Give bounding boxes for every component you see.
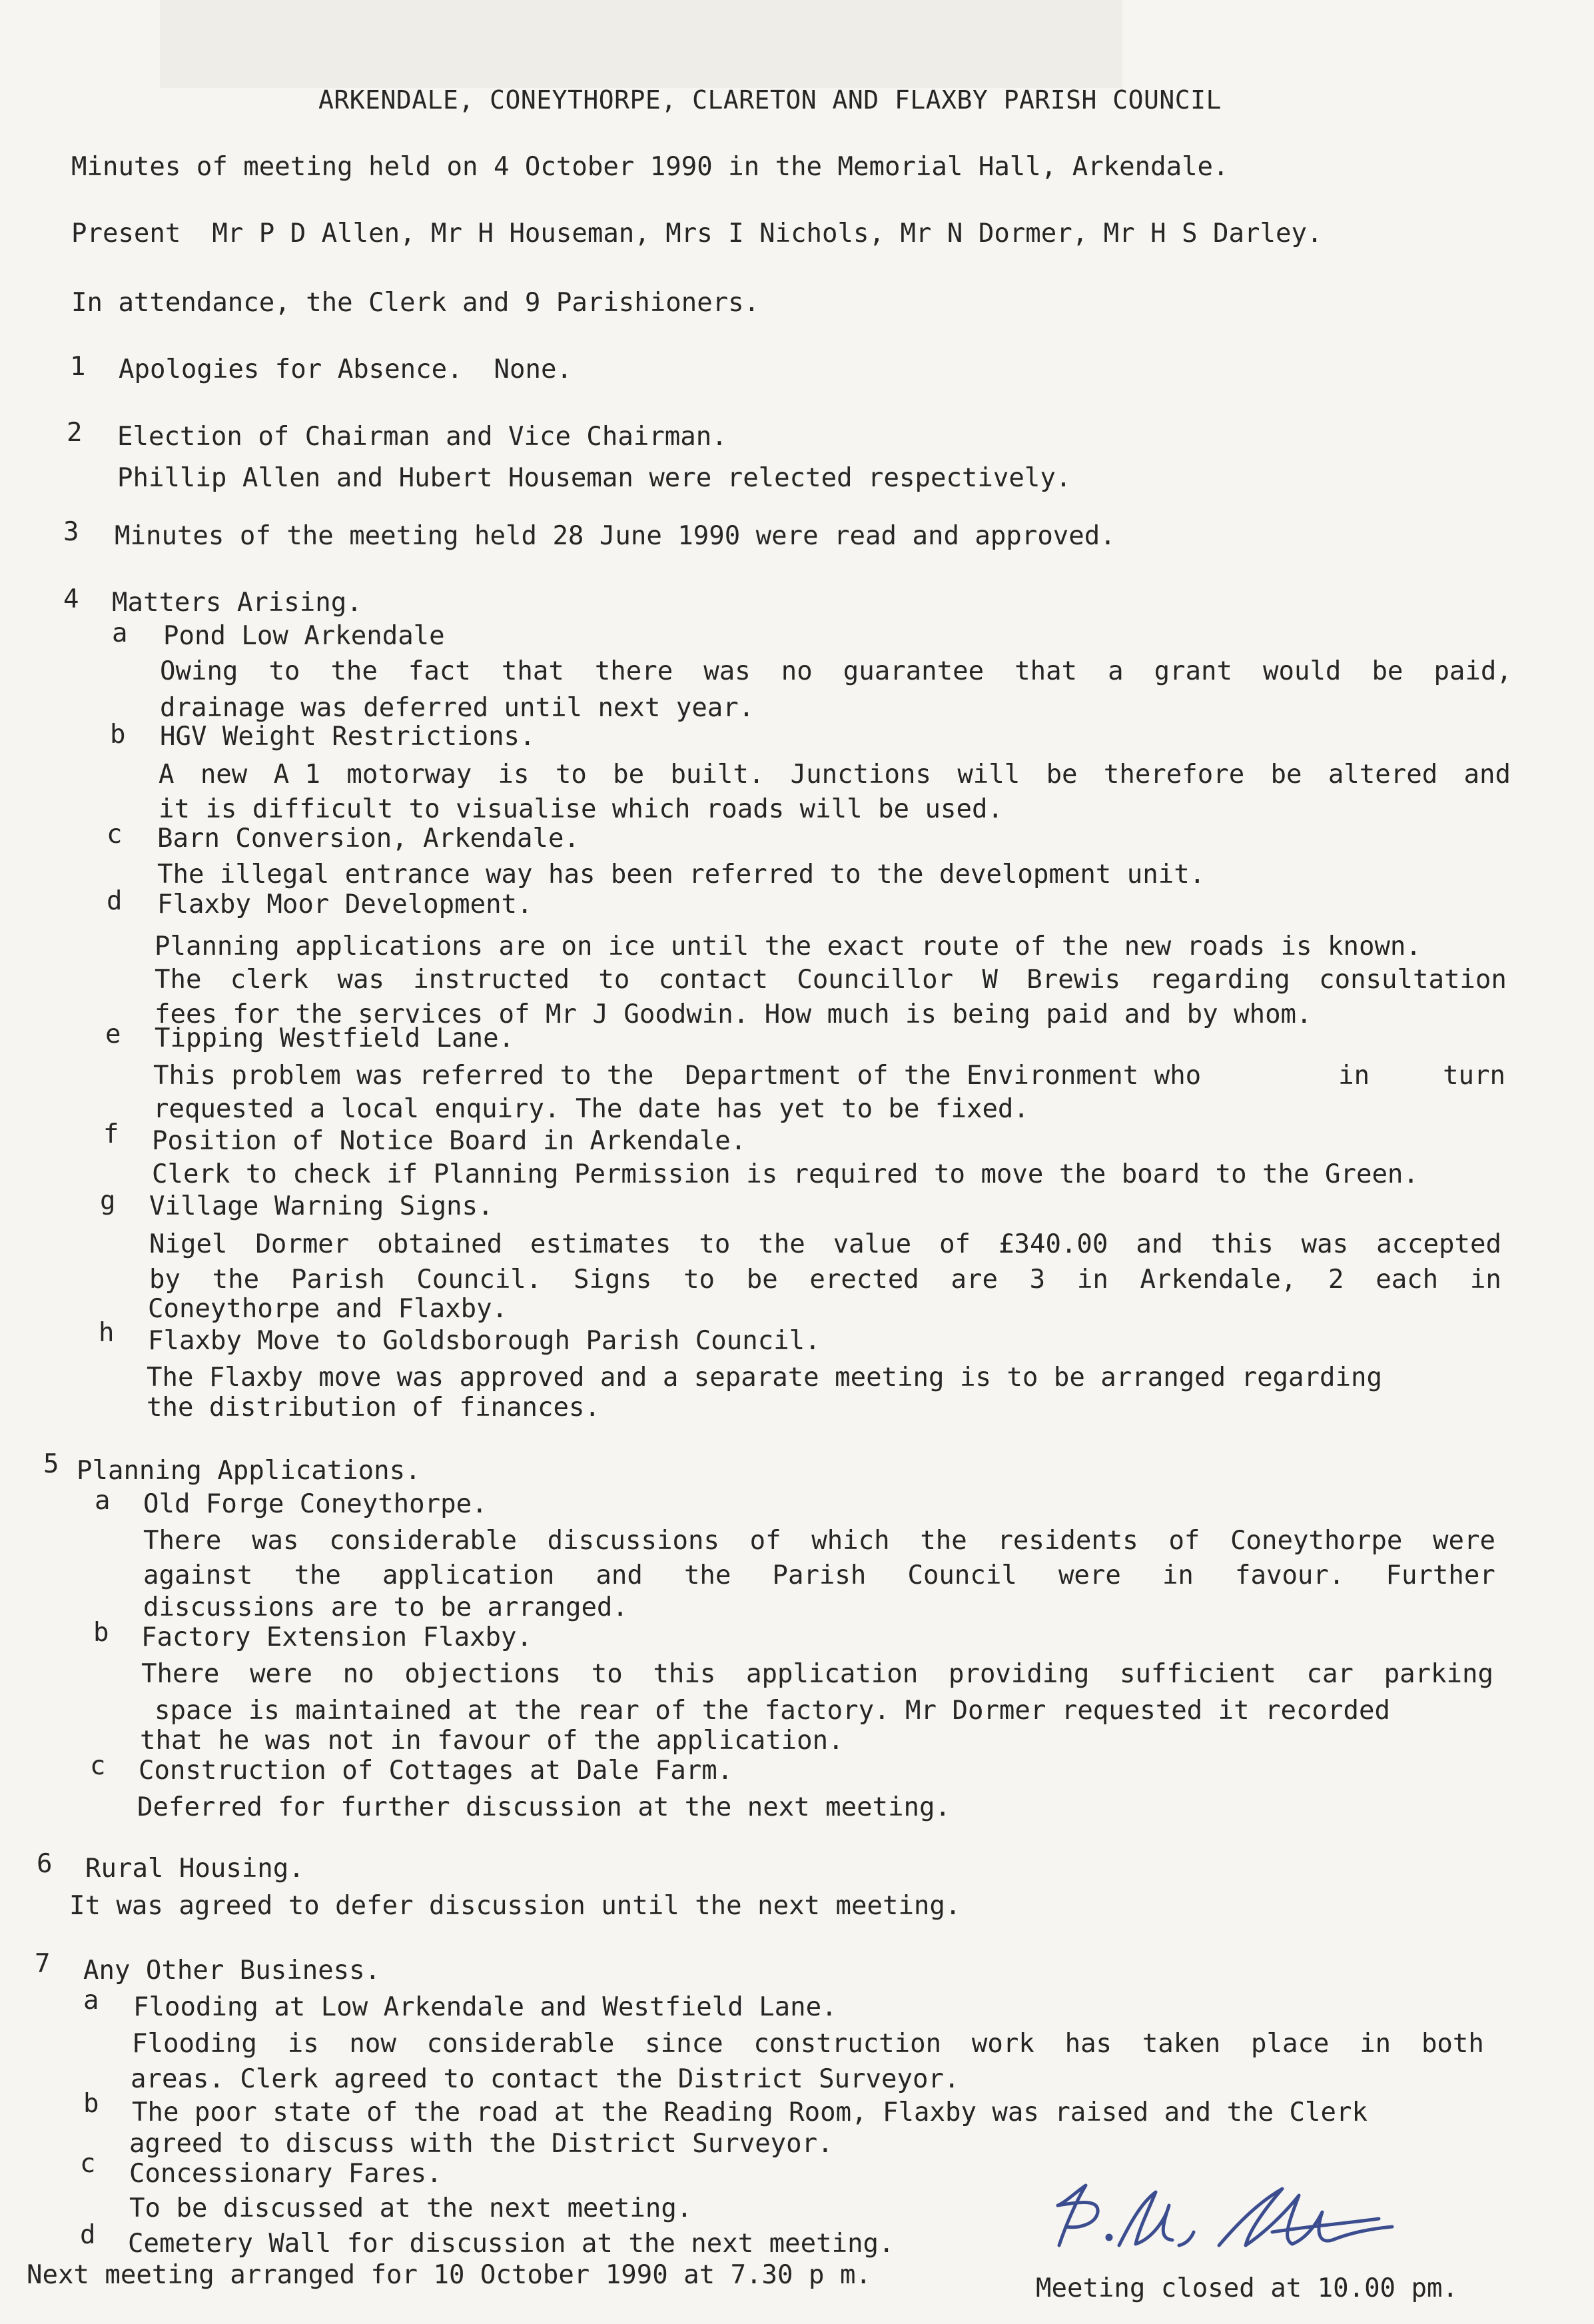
sub-item-justified-line: A new A 1 motorway is to be built. Junctions will be therefore be altered and	[159, 760, 1511, 790]
item-heading: Rural Housing.	[85, 1854, 304, 1884]
present-line: Present Mr P D Allen, Mr H Houseman, Mrs I Nichols, Mr N Dormer, Mr H S Darley.	[71, 219, 1323, 249]
sub-item-justified-line: Flooding is now considerable since construction work has taken place in both	[132, 2029, 1484, 2059]
sub-item-body: The illegal entrance way has been referred to the development unit.	[157, 860, 1206, 889]
item-heading: Matters Arising.	[112, 588, 362, 618]
sub-item-heading: Position of Notice Board in Arkendale.	[152, 1126, 747, 1156]
sub-item-letter: a	[95, 1486, 111, 1516]
meeting-info-line: Minutes of meeting held on 4 October 1990 in the Memorial Hall, Arkendale.	[71, 152, 1229, 182]
item-body: It was agreed to defer discussion until the next meeting.	[69, 1891, 961, 1921]
sub-item-letter: b	[110, 720, 126, 750]
sub-item-justified-line: Owing to the fact that there was no guarantee that a grant would be paid,	[160, 656, 1512, 686]
sub-item-letter: b	[93, 1618, 109, 1648]
sub-item-body: space is maintained at the rear of the factory. Mr Dormer requested it recorded	[155, 1696, 1390, 1726]
sub-item-body: that he was not in favour of the application.	[140, 1726, 844, 1756]
sub-item-body: requested a local enquiry. The date has yet to be fixed.	[153, 1094, 1029, 1124]
sub-item-letter: a	[83, 1986, 99, 2016]
sub-item-justified-line: The clerk was instructed to contact Councillor W Brewis regarding consultation	[155, 965, 1507, 995]
item-heading: Apologies for Absence. None.	[119, 354, 572, 384]
item-number: 3	[63, 517, 79, 547]
sub-item-body: areas. Clerk agreed to contact the District Surveyor.	[131, 2064, 960, 2094]
sub-item-heading: Cemetery Wall for discussion at the next meeting.	[128, 2229, 895, 2259]
sub-item-body: drainage was deferred until next year.	[160, 693, 755, 723]
sub-item-heading: Factory Extension Flaxby.	[141, 1622, 532, 1652]
sub-item-body: the distribution of finances.	[147, 1393, 600, 1423]
item-number: 7	[35, 1949, 51, 1979]
sub-item-heading: Pond Low Arkendale	[163, 621, 445, 651]
sub-item-letter: h	[99, 1318, 115, 1348]
item-heading: Election of Chairman and Vice Chairman.	[117, 422, 727, 452]
sub-item-letter: c	[107, 820, 123, 850]
sub-item-heading: Village Warning Signs.	[149, 1191, 494, 1221]
sub-item-body: it is difficult to visualise which roads will be used.	[159, 794, 1003, 824]
item-number: 4	[63, 584, 79, 614]
sub-item-heading: Flooding at Low Arkendale and Westfield Lane.	[133, 1992, 837, 2022]
sub-item-letter: c	[90, 1751, 106, 1781]
sub-item-letter: a	[112, 618, 128, 648]
sub-item-body: fees for the services of Mr J Goodwin. How much is being paid and by whom.	[155, 999, 1312, 1029]
sub-item-letter: d	[80, 2220, 96, 2250]
next-meeting-line: Next meeting arranged for 10 October 1990 at 7.30 p m.	[27, 2260, 871, 2290]
sub-item-body: The Flaxby move was approved and a separate meeting is to be arranged regarding	[147, 1363, 1382, 1393]
sub-item-justified-line: There were no objections to this application providing sufficient car parking	[141, 1659, 1493, 1689]
sub-item-letter: c	[80, 2149, 96, 2179]
sub-item-heading: Old Forge Coneythorpe.	[143, 1489, 488, 1519]
sub-item-justified-line: There was considerable discussions of which the residents of Coneythorpe were	[143, 1526, 1495, 1556]
sub-item-body: To be discussed at the next meeting.	[129, 2193, 693, 2223]
signature-mark	[1019, 2165, 1432, 2272]
item-number: 1	[70, 352, 86, 382]
sub-item-letter: d	[107, 886, 123, 916]
sub-item-body: Deferred for further discussion at the next meeting.	[137, 1792, 951, 1822]
sub-item-heading: Concessionary Fares.	[129, 2159, 442, 2189]
sub-item-heading: The poor state of the road at the Reading Room, Flaxby was raised and the Clerk	[132, 2097, 1368, 2127]
sub-item-body: agreed to discuss with the District Surveyor.	[129, 2129, 833, 2159]
item-number: 5	[43, 1449, 59, 1479]
scan-tape-strip	[160, 0, 1122, 88]
item-heading: Planning Applications.	[77, 1456, 421, 1486]
item-heading: Any Other Business.	[83, 1956, 381, 1986]
attendance-line: In attendance, the Clerk and 9 Parishioners.	[71, 288, 760, 318]
document-title: ARKENDALE, CONEYTHORPE, CLARETON AND FLAXBY PARISH COUNCIL	[318, 85, 1222, 115]
sub-item-letter: e	[105, 1019, 121, 1049]
sub-item-letter: b	[83, 2089, 99, 2119]
item-body: Phillip Allen and Hubert Houseman were relected respectively.	[117, 463, 1072, 493]
sub-item-heading: Construction of Cottages at Dale Farm.	[139, 1756, 733, 1786]
item-heading: Minutes of the meeting held 28 June 1990 were read and approved.	[115, 521, 1116, 551]
sub-item-heading: Tipping Westfield Lane.	[155, 1023, 515, 1053]
sub-item-heading: Flaxby Move to Goldsborough Parish Council.	[148, 1326, 821, 1356]
sub-item-body: Planning applications are on ice until the exact route of the new roads is known.	[155, 931, 1421, 961]
sub-item-heading: Barn Conversion, Arkendale.	[157, 824, 580, 854]
sub-item-justified-line: Nigel Dormer obtained estimates to the value of £340.00 and this was accepted	[149, 1229, 1501, 1259]
sub-item-justified-line: against the application and the Parish Council were in favour. Further	[143, 1560, 1495, 1590]
sub-item-heading: Flaxby Moor Development.	[157, 889, 533, 919]
sub-item-letter: f	[103, 1119, 119, 1149]
sub-item-justified-line: This problem was referred to the Department of the Environment who in turn	[153, 1061, 1505, 1091]
item-number: 2	[67, 418, 83, 448]
meeting-closed-line: Meeting closed at 10.00 pm.	[1036, 2273, 1458, 2303]
sub-item-body: Coneythorpe and Flaxby.	[148, 1294, 508, 1324]
sub-item-body: discussions are to be arranged.	[143, 1592, 628, 1622]
sub-item-letter: g	[100, 1186, 116, 1216]
sub-item-justified-line: by the Parish Council. Signs to be erected are 3 in Arkendale, 2 each in	[149, 1265, 1501, 1295]
item-number: 6	[37, 1849, 53, 1879]
sub-item-body: Clerk to check if Planning Permission is required to move the board to the Green.	[152, 1159, 1419, 1189]
sub-item-heading: HGV Weight Restrictions.	[160, 722, 536, 752]
